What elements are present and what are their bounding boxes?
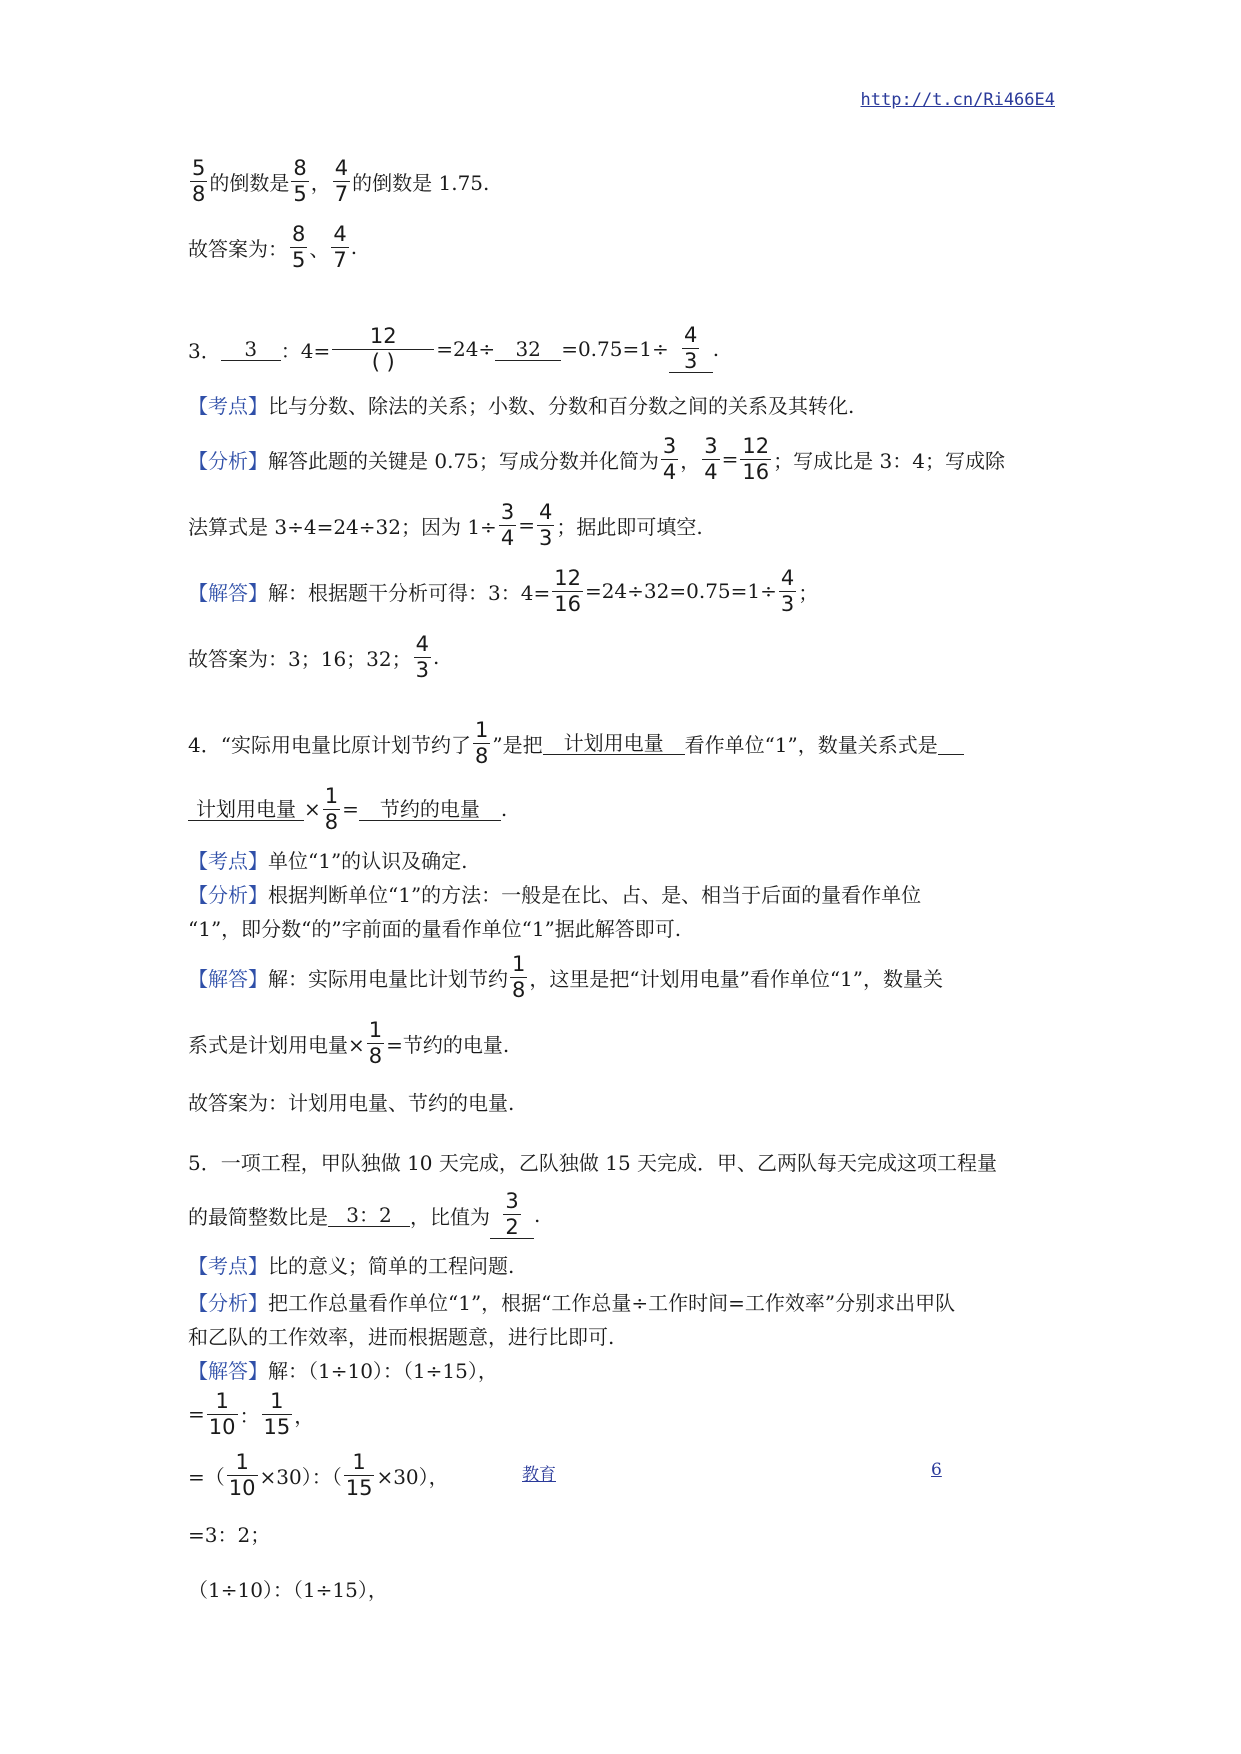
- fraction: $\frac{3}{4}$: [500, 499, 515, 550]
- q5-question-2: [188, 1186, 1058, 1244]
- text: （1÷10）：（1÷15），: [188, 1577, 388, 1602]
- q4-answer: [188, 1076, 1058, 1126]
- q4-question-1: [188, 710, 1058, 776]
- blank: 节约的电量: [359, 798, 501, 821]
- footer-label[interactable]: 教育: [522, 1465, 556, 1485]
- fraction: $\frac{1}{8}$: [474, 717, 489, 768]
- tag-kaodian: 【考点】: [188, 393, 268, 418]
- text: 解：（1÷10）：（1÷15），: [268, 1358, 498, 1383]
- text: ，: [294, 1403, 315, 1428]
- tag-kaodian: 【考点】: [188, 1253, 268, 1278]
- fraction: $\frac{4}{7}$: [333, 221, 347, 272]
- q5-kaodian: [188, 1244, 1058, 1284]
- question-number: 4．: [188, 732, 221, 757]
- q5-step-3: [188, 1508, 1058, 1558]
- q5-fenxi-1: [188, 1284, 1058, 1318]
- tag-jieda: 【解答】: [188, 1358, 268, 1383]
- fraction: $\frac{12}{16}$: [742, 433, 770, 484]
- text: 解：根据题干分析可得：3：4=: [268, 580, 551, 605]
- text: =0.75=1÷: [561, 337, 669, 361]
- tag-fenxi: 【分析】: [188, 882, 268, 907]
- text: ×30）：（: [259, 1464, 342, 1489]
- q4-fenxi-1: [188, 876, 1058, 910]
- q4-fenxi-2: [188, 910, 1058, 944]
- text: .: [534, 1203, 541, 1227]
- text: .: [433, 645, 440, 669]
- text: =节约的电量.: [386, 1032, 510, 1057]
- fraction: $\frac{1}{8}$: [368, 1017, 383, 1068]
- text: ，比值为: [410, 1204, 490, 1229]
- text: 故答案为：3；16；32；: [188, 646, 412, 671]
- text: 根据判断单位“1”的方法：一般是在比、占、是、相当于后面的量看作单位: [268, 882, 922, 907]
- fraction: $\frac{4}{7}$: [334, 155, 349, 206]
- text: ，: [680, 448, 701, 473]
- text: 解答此题的关键是 0.75；写成分数并化简为: [268, 448, 659, 473]
- q4-jieda-2: [188, 1010, 1058, 1076]
- text: =: [721, 447, 739, 471]
- fraction: $\frac{3}{4}$: [704, 433, 718, 484]
- fraction: $\frac{1}{15}$: [345, 1449, 373, 1500]
- text: ，: [310, 170, 331, 195]
- text: 把工作总量看作单位“1”，根据“工作总量÷工作时间=工作效率”分别求出甲队: [268, 1290, 956, 1315]
- text: 系式是计划用电量×: [188, 1032, 365, 1057]
- fraction: $\frac{1}{8}$: [512, 951, 526, 1002]
- blank-start: [938, 732, 964, 755]
- fraction: $\frac{12}{16}$: [554, 565, 581, 616]
- text: “1”，即分数“的”字前面的量看作单位“1”据此解答即可.: [188, 916, 682, 941]
- text: “实际用电量比原计划节约了: [220, 732, 471, 757]
- q4-kaodian: [188, 842, 1058, 876]
- fraction: $\frac{4}{3}$: [780, 565, 795, 616]
- fraction: $\frac{1}{15}$: [263, 1388, 291, 1439]
- text: ×30），: [376, 1464, 449, 1489]
- text: ：: [239, 1403, 260, 1428]
- q5-fenxi-2: [188, 1318, 1058, 1352]
- text: 看作单位“1”，数量关系式是: [684, 732, 938, 757]
- text: 法算式是 3÷4=24÷32；因为 1÷: [188, 514, 497, 539]
- q3-question: [188, 316, 1058, 382]
- blank: 计划用电量: [543, 732, 685, 755]
- text: ；写成比是 3：4；写成除: [773, 448, 1005, 473]
- fraction: $\frac{1}{8}$: [324, 783, 339, 834]
- text: .: [350, 235, 358, 259]
- tag-kaodian: 【考点】: [188, 848, 268, 873]
- text: 的倒数是: [209, 170, 290, 195]
- tag-fenxi: 【分析】: [188, 1290, 268, 1315]
- text: ，这里是把“计划用电量”看作单位“1”，数量关: [529, 966, 943, 991]
- fraction: $\frac{1}{10}$: [228, 1449, 256, 1500]
- text: ”是把: [492, 732, 543, 757]
- q5-step-2: [188, 1442, 1058, 1508]
- text: 比的意义；简单的工程问题.: [268, 1253, 515, 1278]
- text: ×: [304, 797, 321, 821]
- text: 故答案为：: [188, 236, 288, 261]
- blank: 32: [495, 338, 561, 361]
- fraction: $\frac{5}{8}$: [192, 155, 206, 206]
- blank: 3: [221, 338, 281, 361]
- question-number: 3．: [188, 338, 221, 363]
- q3-jieda: [188, 558, 1058, 624]
- blank: $\frac{3}{2}$: [490, 1191, 534, 1239]
- text: 故答案为：计划用电量、节约的电量.: [188, 1090, 515, 1115]
- text: =24÷: [436, 337, 496, 361]
- q3-fenxi-2: [188, 492, 1058, 558]
- text: ：4=: [280, 338, 331, 363]
- prev-reciprocal-line: [188, 148, 1058, 214]
- text: 单位“1”的认识及确定.: [268, 848, 468, 873]
- text: 的最简整数比是: [188, 1204, 328, 1229]
- text: 比与分数、除法的关系；小数、分数和百分数之间的关系及其转化.: [268, 393, 855, 418]
- fraction: $\frac{4}{3}$: [415, 631, 429, 682]
- blank: 3：2: [328, 1204, 410, 1227]
- fraction: $\frac{3}{4}$: [662, 433, 677, 484]
- page-content: [188, 148, 1058, 1618]
- text: 的倒数是 1.75.: [352, 170, 490, 195]
- q4-jieda-1: [188, 944, 1058, 1010]
- text: =（: [188, 1464, 225, 1489]
- tag-fenxi: 【分析】: [188, 448, 268, 473]
- blank: 计划用电量: [188, 798, 304, 821]
- text: .: [712, 337, 720, 361]
- fraction: $\frac{12}{( )}$: [332, 326, 434, 373]
- q4-question-2: [188, 776, 1058, 842]
- prev-answer-line: [188, 214, 1058, 280]
- text: 和乙队的工作效率，进而根据题意，进行比即可.: [188, 1324, 615, 1349]
- text: =24÷32=0.75=1÷: [584, 579, 777, 603]
- text: .: [500, 797, 508, 821]
- text: =: [188, 1402, 205, 1426]
- page-number[interactable]: 6: [931, 1460, 942, 1480]
- text: 5．一项工程，甲队独做 10 天完成，乙队独做 15 天完成．甲、乙两队每天完成这项工程量: [188, 1150, 998, 1175]
- fraction: $\frac{8}{5}$: [292, 221, 306, 272]
- fraction: $\frac{8}{5}$: [293, 155, 307, 206]
- blank: $\frac{4}{3}$: [669, 325, 713, 373]
- q3-kaodian: [188, 382, 1058, 426]
- text: =: [518, 513, 535, 537]
- tag-jieda: 【解答】: [188, 580, 268, 605]
- text: =3：2；: [188, 1522, 271, 1547]
- header-url[interactable]: http://t.cn/Ri466E4: [860, 90, 1055, 110]
- q5-question-1: [188, 1136, 1058, 1186]
- q5-step-4: [188, 1558, 1058, 1618]
- fraction: $\frac{4}{3}$: [538, 499, 553, 550]
- text: =: [342, 797, 359, 821]
- text: 解：实际用电量比计划节约: [268, 966, 508, 991]
- q5-jieda: [188, 1352, 1058, 1386]
- q3-answer: [188, 624, 1058, 690]
- q3-fenxi-1: [188, 426, 1058, 492]
- text: ；据此即可填空.: [556, 514, 703, 539]
- q5-step-1: [188, 1386, 1058, 1442]
- tag-jieda: 【解答】: [188, 966, 268, 991]
- text: ；: [798, 580, 819, 605]
- fraction: $\frac{1}{10}$: [208, 1388, 236, 1439]
- text: 、: [309, 236, 330, 261]
